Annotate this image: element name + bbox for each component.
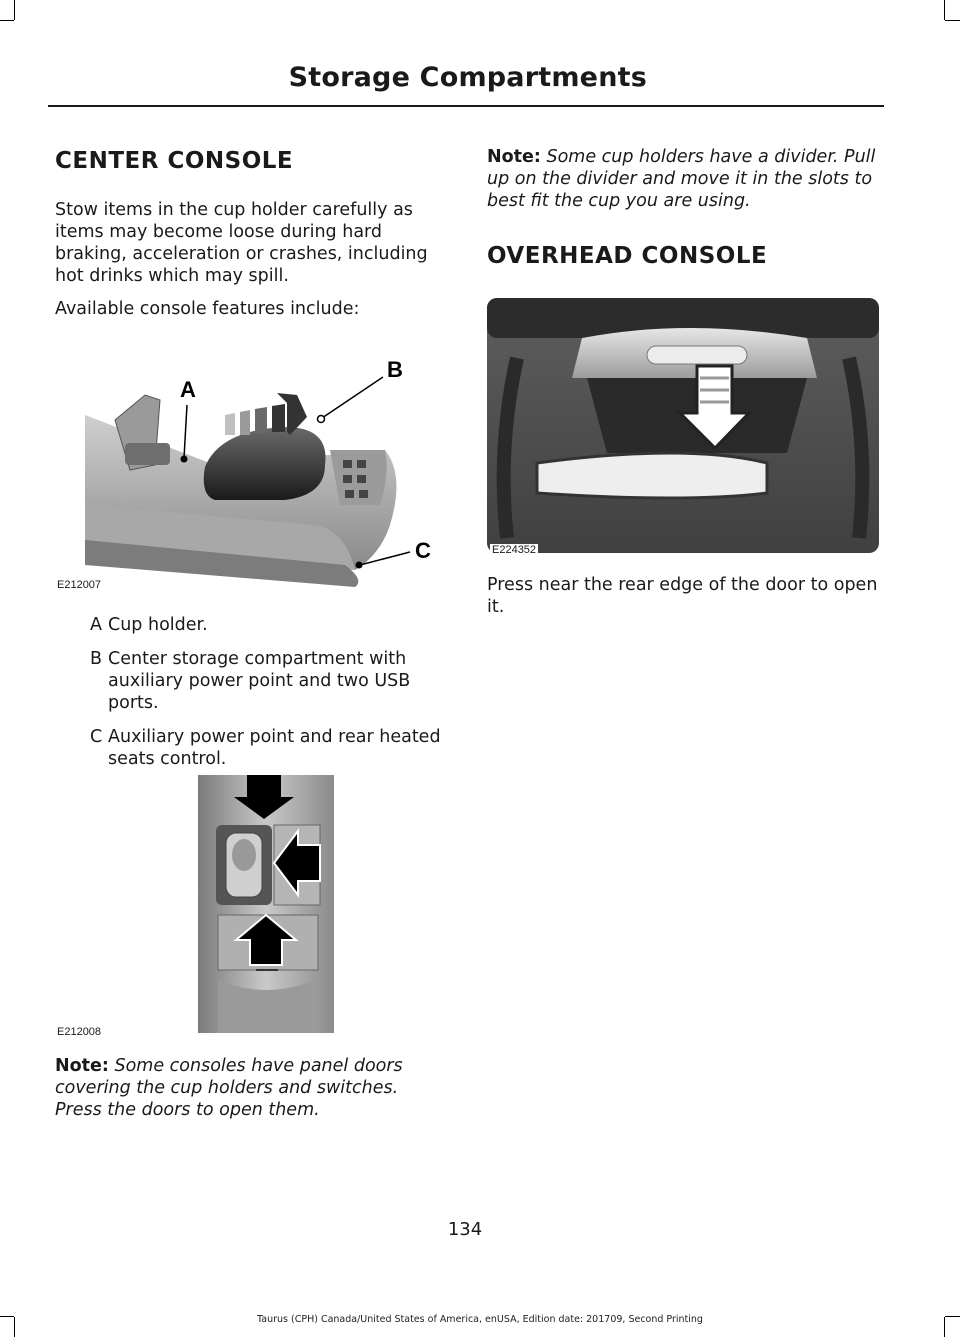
left-note [55, 1055, 450, 1121]
crop-mark [944, 0, 945, 20]
callout-a: A [180, 377, 196, 402]
callout-c: C [415, 538, 431, 563]
overhead-instruction: Press near the rear edge of the door to open it. [487, 575, 878, 617]
overhead-console-heading: OVERHEAD CONSOLE [487, 243, 768, 269]
section-title: Storage Compartments [288, 62, 647, 93]
legend-row [55, 648, 450, 714]
overhead-console-figure [487, 298, 879, 556]
overhead-instruction-block [487, 574, 882, 618]
center-console-intro: Stow items in the cup holder carefully as items may become loose during hard braking, acceleration or crashes, including hot drinks which may spill. [55, 200, 428, 286]
crop-mark [945, 20, 960, 21]
legend-text: Cup holder. [108, 615, 208, 635]
page-number: 134 [447, 1219, 483, 1240]
legend-text: Auxiliary power point and rear heated seats control. [108, 727, 441, 769]
center-console-illustration [85, 355, 450, 595]
legend-key: A [90, 615, 102, 635]
header-rule [48, 105, 884, 107]
console-doors-illustration [198, 775, 334, 1033]
note-label: Note: [487, 147, 541, 167]
callout-b: B [387, 357, 403, 382]
note-label: Note: [55, 1056, 109, 1076]
legend-row [55, 726, 450, 770]
legend-text: Center storage compartment with auxiliary power point and two USB ports. [108, 649, 411, 713]
overhead-console-illustration [487, 298, 879, 553]
note-text: Some cup holders have a divider. Pull up on the divider and move it in the slots to best fit the cup you are using. [487, 147, 876, 211]
figure-code: E224352 [492, 544, 537, 556]
crop-mark [14, 0, 15, 20]
legend-key: B [90, 649, 103, 669]
center-console-figure [85, 355, 450, 595]
crop-mark [0, 20, 14, 21]
console-doors-figure [198, 775, 334, 1033]
footer-text: Taurus (CPH) Canada/United States of America, enUSA, Edition date: 201709, Second Printing [257, 1314, 703, 1325]
legend-row [55, 614, 450, 636]
note-text: Some consoles have panel doors covering the cup holders and switches. Press the doors to open them. [55, 1056, 403, 1120]
figure-code: E212008 [57, 1026, 102, 1038]
features-intro: Available console features include: [55, 299, 360, 319]
figure-code: E212007 [57, 579, 102, 591]
callout-legend [55, 614, 450, 782]
center-console-heading: CENTER CONSOLE [55, 148, 294, 174]
right-column [487, 146, 882, 269]
left-column [55, 148, 450, 320]
legend-key: C [90, 727, 103, 747]
